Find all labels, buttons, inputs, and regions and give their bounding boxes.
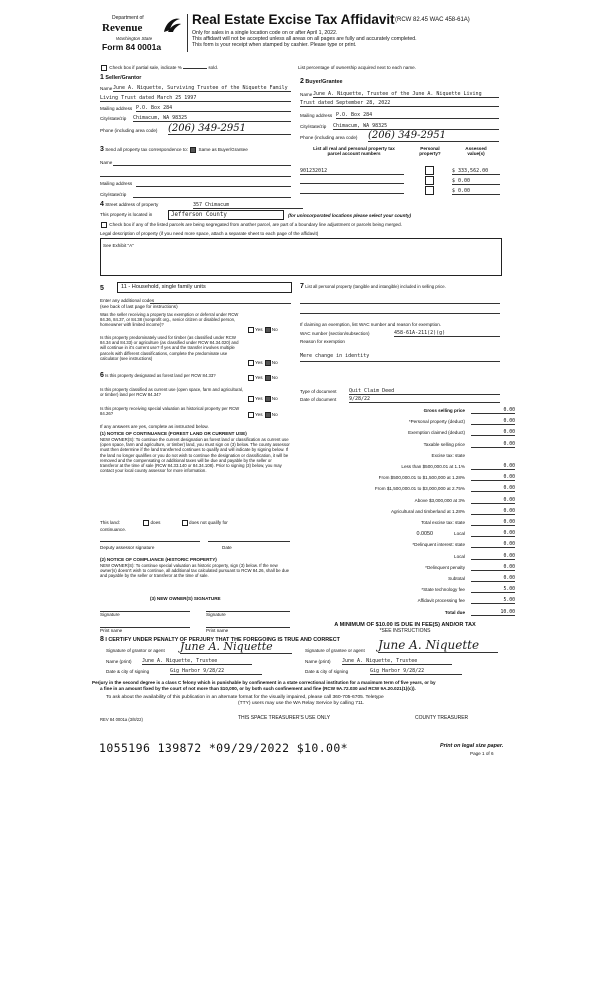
- form-number: Form 84 0001a: [102, 42, 162, 52]
- street-label: Street address of property: [105, 202, 159, 207]
- assessed-header-line1: Assessed: [465, 146, 487, 151]
- seller-name-field[interactable]: June A. Niquette, Surviving Trustee of the Niquette Family: [113, 85, 291, 92]
- fee-value[interactable]: 0.00: [471, 542, 515, 548]
- grantee-name-field[interactable]: June A. Niquette, Trustee: [342, 658, 452, 665]
- buyer-phone-field[interactable]: (206) 349-2951: [368, 130, 499, 142]
- fee-label: *Delinquent penalty: [425, 564, 465, 570]
- segregated-checkbox[interactable]: [101, 222, 107, 228]
- fee-label: Total excise tax: state: [421, 520, 465, 525]
- wac-label: WAC number (section/subsection): [300, 331, 370, 336]
- parcel-header-3: [452, 146, 500, 157]
- grantor-name-label: Name (print): [106, 659, 132, 664]
- section8-num: 8: [100, 636, 104, 643]
- fee-value[interactable]: 0.00: [471, 430, 515, 436]
- doc-date-label: Date of document: [300, 397, 337, 402]
- reason-line: [300, 360, 500, 362]
- fee-row: [350, 486, 515, 493]
- parcel-number-3[interactable]: [300, 188, 404, 194]
- doc-date-field[interactable]: 9/28/22: [349, 396, 500, 403]
- fee-label: Agricultural and timberland at 1.28%: [390, 508, 465, 514]
- fee-row: [350, 419, 515, 426]
- buyer-heading: [300, 78, 343, 85]
- wac-field[interactable]: 458-61A-211(2)(g): [394, 330, 500, 337]
- timber-yes-label: Yes: [255, 360, 263, 366]
- page-number: Page 1 of 6: [470, 751, 494, 756]
- fee-value[interactable]: 0.00: [471, 509, 515, 515]
- fee-value[interactable]: 0.00: [471, 486, 515, 492]
- seller-heading: [100, 74, 141, 81]
- same-as-buyer-checkbox[interactable]: [190, 147, 196, 153]
- segregated-row: [100, 222, 402, 228]
- grantee-date-field[interactable]: Gig Harbor 9/28/22: [370, 668, 462, 675]
- legal-paper-note: Print on legal size paper.: [440, 743, 504, 749]
- dor-logo-icon: [162, 16, 182, 34]
- buyer-name-field-2[interactable]: Trust dated September 28, 2022: [300, 100, 499, 107]
- fee-row: [350, 408, 515, 415]
- timber-no-checkbox[interactable]: [265, 360, 271, 366]
- parcel-header-line1: List all real and personal property tax: [313, 146, 395, 151]
- doc-type-label: Type of document: [300, 389, 337, 394]
- form-title-ref: (RCW 82.45 WAC 458-61A): [395, 17, 470, 23]
- grantee-date-label: Date & city of signing: [305, 669, 349, 674]
- fee-row: [350, 509, 515, 516]
- fee-value[interactable]: 5.00: [471, 598, 515, 604]
- correspondence-row: [100, 147, 248, 153]
- fee-label: From $1,500,000.01 to $3,000,000 at 2.75%: [374, 486, 465, 492]
- buyer-city-field[interactable]: Chimacum, WA 98325: [333, 123, 499, 130]
- header-note-1: Only for sales in a single location code on or after April 1, 2022.: [192, 30, 338, 36]
- fee-label: Local: [454, 553, 465, 559]
- fee-value[interactable]: 0.00: [471, 520, 515, 526]
- notice2-title: (2) NOTICE OF COMPLIANCE (HISTORIC PROPERTY): [100, 557, 217, 562]
- fee-row: [350, 464, 515, 471]
- corr-name-field-2[interactable]: [100, 171, 291, 177]
- forest-yes-label: Yes: [255, 375, 263, 381]
- historic-question: Is this property receiving special valuation as historical property per RCW 84.26?: [100, 406, 240, 417]
- fee-row: [350, 475, 515, 482]
- historic-yes-label: Yes: [255, 412, 263, 418]
- fee-label: Affidavit processing fee: [417, 598, 465, 604]
- personal-checkbox-3[interactable]: [425, 186, 434, 195]
- fee-value[interactable]: 0.00: [471, 565, 515, 571]
- notice1-text: NEW OWNER(S): To continue the current designation as forest land or classification as current use (open space, farm and agriculture, or timber) land, you must sign on (3) below. The county assessor must then determine if the land transferred continues to qualify and will indicate by signing below. If the land no longer qualifies or you do not wish to continue the designation or classification, it will be removed and the compensating or additional taxes will be due and payable by the seller or transferor at the time of sale (RCW 84.33.140 or 84.34.108). Prior to signing (3) below, you may contact your local county assessor for more information.: [100, 437, 290, 474]
- any-yes-note: If any answers are yes, complete as instructed below.: [100, 424, 209, 429]
- does-not-label: does not qualify for: [189, 520, 228, 526]
- seller-city-field[interactable]: Chimacum, WA 98325: [133, 115, 291, 122]
- minimum-line2: *SEE INSTRUCTIONS: [379, 628, 431, 634]
- dept-line1: Department of: [112, 15, 144, 21]
- grantee-signature[interactable]: June A. Niquette: [378, 638, 498, 653]
- historic-no-label: No: [271, 412, 278, 418]
- owner-print-label-2: Print name: [206, 628, 229, 633]
- reason-field[interactable]: Mere change in identity: [300, 353, 370, 359]
- does-label: does: [150, 520, 161, 526]
- exemption-instruction: If claiming an exemption, list WAC number and reason for exemption.: [300, 322, 442, 327]
- fee-row: [350, 554, 515, 561]
- exemption-no-checkbox[interactable]: [265, 327, 271, 333]
- unincorporated-note: (for unincorporated locations please select your county): [288, 213, 412, 218]
- fee-value[interactable]: 0.00: [471, 576, 515, 582]
- fee-row: [350, 598, 515, 605]
- continuance-label: continuance.: [100, 527, 127, 532]
- seller-phone-field[interactable]: (206) 349-2951: [168, 123, 291, 135]
- fee-label: Excise tax: state: [431, 452, 465, 458]
- personal-property-field-1[interactable]: [300, 302, 500, 304]
- fee-row: [350, 498, 515, 505]
- corr-mailing-label: Mailing address: [100, 181, 133, 186]
- form-title: Real Estate Excise Tax Affidavit: [192, 12, 395, 27]
- grantor-signature[interactable]: June A. Niquette: [180, 640, 292, 654]
- fee-label: *Delinquent interest: state: [412, 542, 465, 548]
- does-not-checkbox[interactable]: [182, 520, 188, 526]
- fee-value[interactable]: 0.00: [471, 419, 515, 425]
- fee-row: [350, 453, 515, 460]
- perjury-line2: a fine in an amount fixed by the court of not more than $10,000, or by both such confinement and fine (RCW 9A.72.030 and RCW 9A.20.021(1)(c)).: [100, 686, 416, 691]
- fee-label: From $500,000.01 to $1,500,000 at 1.28%: [378, 475, 465, 481]
- exemption-yes-checkbox[interactable]: [248, 327, 254, 333]
- forest-no-checkbox[interactable]: [265, 375, 271, 381]
- partial-sale-row: [100, 64, 218, 71]
- personal-property-label: List all personal property (tangible and intangible) included in selling price.: [305, 284, 446, 289]
- fee-row: [350, 587, 515, 594]
- corr-city-label: City/state/zip: [100, 192, 127, 197]
- header-note-3: This form is your receipt when stamped by cashier. Please type or print.: [192, 42, 357, 48]
- parcel-header-2: [412, 146, 448, 157]
- dept-line3: Washington State: [116, 36, 153, 41]
- dept-line2: Revenue: [102, 22, 143, 34]
- same-as-buyer-label: Same as Buyer/Grantee: [198, 147, 248, 153]
- does-checkbox[interactable]: [143, 520, 149, 526]
- fee-label: *Personal property (deduct): [408, 419, 465, 425]
- deputy-date-line[interactable]: [208, 540, 290, 542]
- historic-no-checkbox[interactable]: [265, 412, 271, 418]
- fee-row: [350, 430, 515, 437]
- current-use-question: Is this property classified as current use (open space, farm and agricultural, or timber) land per RCW 84.34?: [100, 387, 244, 398]
- seller-name-label: Name: [100, 86, 113, 91]
- buyer-name-label: Name: [300, 92, 313, 97]
- new-owner-sig-title: (3) NEW OWNER(S) SIGNATURE: [150, 596, 221, 601]
- parcel-number-2[interactable]: [300, 178, 404, 184]
- current-use-yes-label: Yes: [255, 396, 263, 402]
- legal-description-box[interactable]: [100, 238, 502, 276]
- assessed-value-3[interactable]: $ 0.00: [452, 188, 500, 195]
- notice2-text: NEW OWNER(S): To continue special valuation as historic property, sign (3) below. If the new owner(s) doesn't wish to continue, all additional tax calculated pursuant to RCW 84.26, shall be due and payable by the seller or transferor at the time of sale.: [100, 563, 290, 579]
- forest-question-text: Is this property designated as forest land per RCW 84.33?: [105, 373, 216, 378]
- fee-value[interactable]: 0.00: [471, 442, 515, 448]
- fee-row: [350, 576, 515, 583]
- land-use-select[interactable]: 11 - Household, single family units: [117, 282, 292, 293]
- personal-property-field-2[interactable]: [300, 312, 500, 314]
- seller-heading-text: Seller/Grantor: [105, 75, 142, 81]
- seller-city-label: City/state/zip: [100, 116, 127, 121]
- fee-value[interactable]: 0.00: [471, 464, 515, 470]
- fee-label: Gross selling price: [423, 408, 465, 413]
- parcel-header-1: [300, 146, 408, 157]
- buyer-name-field[interactable]: June A. Niquette, Trustee of the June A. Niquette Living: [313, 91, 499, 98]
- corr-city-field[interactable]: [133, 192, 291, 198]
- property-num: 4: [100, 201, 104, 208]
- buyer-city-label: City/state/zip: [300, 124, 327, 129]
- assessed-header-line2: value(s): [467, 151, 485, 157]
- fee-value[interactable]: 10.00: [471, 610, 515, 616]
- partial-sale-sold: sold.: [208, 65, 219, 70]
- partial-sale-checkbox[interactable]: [101, 65, 107, 71]
- deputy-label: Deputy assessor signature: [100, 545, 155, 550]
- fee-row: [350, 442, 515, 449]
- buyer-phone-label: Phone (including area code): [300, 135, 358, 140]
- current-use-yes-checkbox[interactable]: [248, 396, 254, 402]
- fee-value[interactable]: 0.00: [471, 498, 515, 504]
- this-land-label: This land:: [100, 520, 120, 526]
- local-rate: 0.0050: [416, 531, 433, 538]
- current-use-no-label: No: [271, 396, 278, 402]
- alt-format-line1: To ask about the availability of this publication in an alternate format for the visually impaired, please call 360-705-6705. Teletype: [106, 695, 384, 700]
- fee-value[interactable]: 0.00: [471, 531, 515, 537]
- header-note-2: This affidavit will not be accepted unless all areas on all pages are fully and accurately completed.: [192, 36, 417, 42]
- buyer-mailing-field[interactable]: P.O. Box 284: [336, 112, 499, 119]
- grantor-date-label: Date & city of signing: [106, 669, 150, 674]
- fee-value[interactable]: 0.00: [471, 554, 515, 560]
- cashier-receipt-stamp: 1055196 139872 *09/29/2022 $10.00*: [99, 741, 349, 755]
- deputy-date-label: Date: [222, 545, 232, 550]
- partial-sale-percent[interactable]: [183, 64, 207, 69]
- fee-label: Taxable selling price: [423, 441, 465, 447]
- legal-description-value: See Exhibit "A": [103, 243, 134, 248]
- rev-number: REV 84 0001a (3/8/22): [100, 717, 143, 722]
- fee-label: Above $3,000,000 at 3%: [414, 497, 465, 503]
- current-use-answers: [247, 396, 278, 402]
- see-back-note: (see back of last page for instructions): [100, 304, 178, 309]
- grantor-sig-label: Signature of grantor or agent: [106, 648, 165, 653]
- personal-header-line2: property?: [419, 151, 441, 157]
- corr-name-label: Name: [100, 160, 113, 165]
- seller-name-field-2[interactable]: Living Trust dated March 25 1997: [100, 95, 291, 102]
- this-land-row: [100, 520, 228, 526]
- exemption-yes-label: Yes: [255, 327, 263, 333]
- parcel-header-line2: parcel account numbers: [327, 151, 381, 157]
- parcel-number-1[interactable]: 901232012: [300, 168, 404, 175]
- fee-label: *State technology fee: [421, 587, 465, 593]
- grantee-name-label: Name (print): [305, 659, 331, 664]
- doc-type-field[interactable]: Quit Claim Deed: [349, 388, 500, 395]
- section6-num: 6: [100, 372, 104, 379]
- additional-codes-label: Enter any additional codes: [100, 298, 155, 303]
- forest-answers: [247, 375, 278, 381]
- grantor-name-field[interactable]: June A. Niquette, Trustee: [142, 658, 252, 665]
- corr-mailing-field[interactable]: [136, 181, 291, 187]
- buyer-heading-text: Buyer/Grantee: [305, 79, 343, 85]
- timber-question: Is this property predominately used for timber (as classified under RCW 84.34 and 84.33) or agriculture (as classified under RCW 84.34.020) and will continue in it's current use? If yes and the transfer involves multiple parcels with different classifications, complete the predominate use calculator (see instructions): [100, 335, 239, 361]
- minimum-line1: A MINIMUM OF $10.00 IS DUE IN FEE(S) AND/OR TAX: [334, 622, 476, 628]
- fee-row: [350, 565, 515, 572]
- perjury-line1: Perjury in the second degree is a class C felony which is punishable by confinement in a state correctional institution for a maximum term of five years, or by: [92, 680, 436, 685]
- exemption-no-label: No: [271, 327, 278, 333]
- segregated-label: Check box if any of the listed parcels are being segregated from another parcel, are part of a boundary line adjustment or parcels being merged.: [109, 222, 402, 228]
- personal-header-line1: Personal: [420, 146, 440, 151]
- street-field[interactable]: 357 Chimacum: [193, 202, 303, 209]
- partial-sale-label: Check box if partial sale, indicate %: [109, 65, 182, 70]
- seller-num: 1: [100, 74, 104, 81]
- section7-num: 7: [300, 283, 304, 290]
- county-select[interactable]: Jefferson County: [168, 210, 284, 220]
- fee-value[interactable]: 0.00: [471, 475, 515, 481]
- header-divider: [187, 14, 188, 52]
- fee-label: Exemption claimed (deduct): [408, 430, 465, 436]
- assessed-value-1[interactable]: $ 333,562.00: [452, 168, 500, 175]
- fee-row: [350, 542, 515, 549]
- fee-row: [350, 531, 515, 538]
- personal-checkbox-1[interactable]: [425, 166, 434, 175]
- fee-row: [350, 520, 515, 527]
- grantee-sig-label: Signature of grantee or agent: [305, 648, 365, 653]
- timber-answers: [247, 360, 278, 366]
- buyer-num: 2: [300, 78, 304, 85]
- personal-checkbox-2[interactable]: [425, 176, 434, 185]
- corr-name-field[interactable]: [113, 160, 291, 166]
- forest-yes-checkbox[interactable]: [248, 375, 254, 381]
- fee-value[interactable]: 5.00: [471, 587, 515, 593]
- fee-row: [350, 610, 515, 617]
- historic-answers: [247, 412, 278, 418]
- personal-property-text: [300, 284, 500, 289]
- notice1-title: (1) NOTICE OF CONTINUANCE (FOREST LAND OR CURRENT USE): [100, 431, 247, 436]
- exemption-question: Was the seller receiving a property tax exemption or deferral under RCW 84.36, 84.37, or 84.38 (nonprofit org., senior citizen or disabled person, homeowner with limited income)?: [100, 312, 239, 328]
- owner-print-label-1: Print name: [100, 628, 123, 633]
- assessed-value-2[interactable]: $ 0.00: [452, 178, 500, 185]
- treasurer-only: THIS SPACE TREASURER'S USE ONLY: [238, 715, 331, 721]
- legal-label: Legal description of property (if you need more space, attach a separate sheet to each page of the affidavit): [100, 231, 319, 236]
- located-label: This property is located in: [100, 212, 153, 217]
- deputy-signature-line[interactable]: [100, 540, 200, 542]
- exemption-answers: [247, 327, 278, 333]
- fee-label: Total due: [444, 609, 465, 615]
- current-use-no-checkbox[interactable]: [265, 396, 271, 402]
- reason-label: Reason for exemption: [300, 339, 345, 344]
- county-treasurer: COUNTY TREASURER: [415, 715, 469, 721]
- fee-value[interactable]: 0.00: [471, 408, 515, 414]
- timber-no-label: No: [271, 360, 278, 366]
- grantor-date-field[interactable]: Gig Harbor 9/28/22: [170, 668, 262, 675]
- ownership-note: List percentage of ownership acquired next to each name.: [298, 65, 416, 70]
- seller-mailing-field[interactable]: P.O. Box 284: [136, 105, 291, 112]
- forest-question: [100, 373, 245, 378]
- street-row: [100, 202, 158, 207]
- seller-phone-label: Phone (including area code): [100, 128, 158, 133]
- timber-yes-checkbox[interactable]: [248, 360, 254, 366]
- owner-signature-label-1: Signature: [100, 612, 120, 617]
- correspondence-num: 3: [100, 146, 104, 154]
- correspondence-label: Send all property tax correspondence to:: [105, 147, 188, 153]
- forest-no-label: No: [271, 375, 278, 381]
- dor-logo: [100, 14, 186, 52]
- historic-yes-checkbox[interactable]: [248, 412, 254, 418]
- certify-text: I CERTIFY UNDER PENALTY OF PERJURY THAT THE FOREGOING IS TRUE AND CORRECT: [105, 637, 340, 643]
- section5-num: 5: [100, 285, 104, 292]
- alt-format-line2: (TTY) users may use the WA Relay Service by calling 711.: [238, 701, 365, 706]
- fee-label: Local: [454, 531, 465, 537]
- fee-label: Subtotal: [448, 576, 465, 581]
- owner-signature-label-2: Signature: [206, 612, 226, 617]
- fee-label: Less than $500,000.01 at 1.1%: [401, 464, 465, 469]
- seller-mailing-label: Mailing address: [100, 106, 133, 111]
- buyer-mailing-label: Mailing address: [300, 113, 333, 118]
